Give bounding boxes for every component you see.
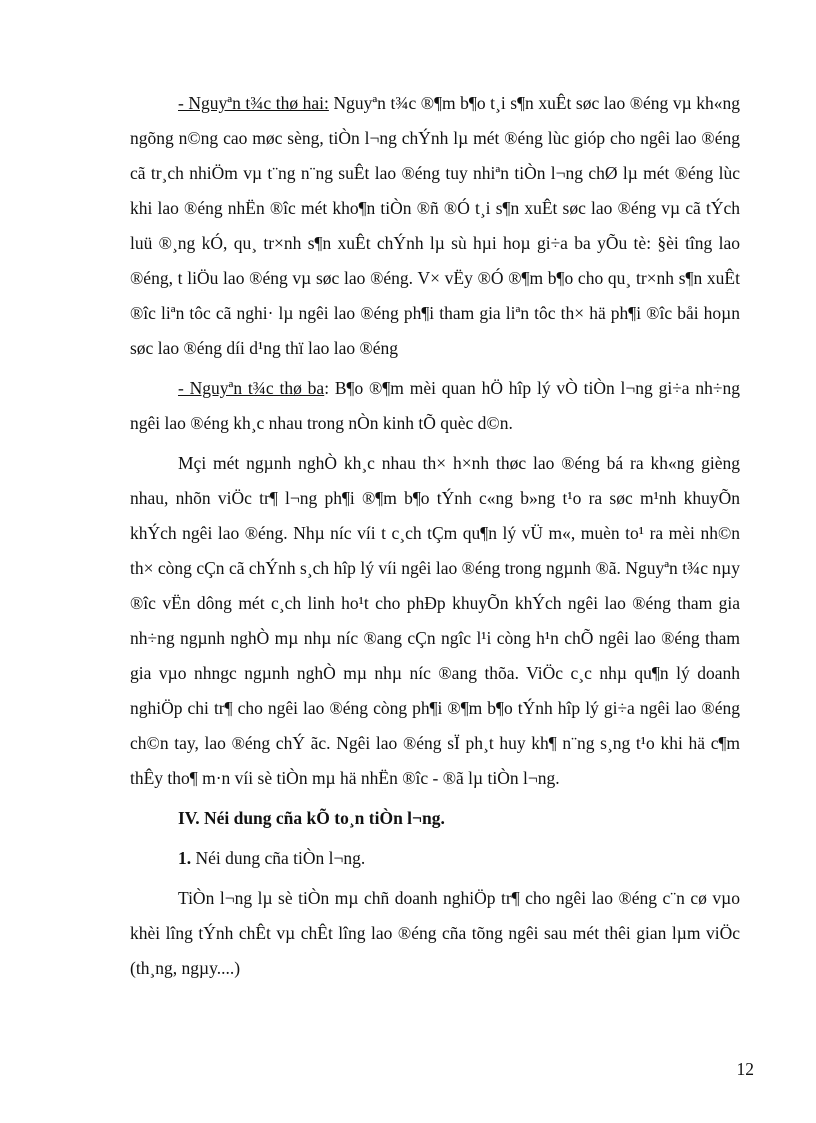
section-heading: IV. Néi dung cña kÕ to¸n tiÒn l¬ng. xyxy=(178,808,445,828)
third-principle-label: - Nguyªn t¾c thø ba xyxy=(178,378,325,398)
paragraph-industry-wages xyxy=(130,446,740,796)
subsection-number: 1. xyxy=(178,848,192,868)
paragraph-wage-definition xyxy=(130,881,740,986)
wage-definition-text: TiÒn l¬ng lµ sè tiÒn mµ chñ doanh nghiÖp tr¶ cho ngêi lao ®éng c¨n cø vµo khèi lîng tÝnh chÊt vµ chÊt lîng lao ®éng cña tõng ngêi sau mét thêi gian lµm viÖc (th¸ng, ngµy....) xyxy=(130,888,740,978)
second-principle-text: Nguyªn t¾c ®¶m b¶o t¸i s¶n xuÊt søc lao ®éng vµ kh«ng ngõng n©ng cao møc sèng, tiÒn l¬ng chÝnh lµ mét ®éng lùc gióp cho ngêi lao ®éng cã tr¸ch nhiÖm vµ t¨ng n¨ng suÊt lao ®éng tuy nhiªn tiÒn l¬ng chØ lµ mét ®éng lùc khi lao ®éng nhËn ®îc mét kho¶n tiÒn ®ñ ®Ó t¸i s¶n xuÊt søc lao ®éng vµ cã tÝch luü ®¸ng kÓ, qu¸ tr×nh s¶n xuÊt chÝnh lµ sù hµi hoµ gi÷a ba yÕu tè: §èi tîng lao ®éng, t liÖu lao ®éng vµ søc lao ®éng. V× vËy ®Ó ®¶m b¶o cho qu¸ tr×nh s¶n xuÊt ®îc liªn tôc cã nghi· lµ ngêi lao ®éng ph¶i tham gia liªn tôc th× hä ph¶i ®îc båi hoµn søc lao ®éng díi d¹ng thï lao lao ®éng xyxy=(130,93,741,358)
third-principle-text: : B¶o ®¶m mèi quan hÖ hîp lý vÒ tiÒn l¬ng gi÷a nh÷ng ngêi lao ®éng kh¸c nhau trong nÒn kinh tÕ quèc d©n. xyxy=(130,378,740,433)
subsection-heading xyxy=(130,841,740,876)
subsection-title: Néi dung cña tiÒn l¬ng. xyxy=(191,848,366,868)
page-content xyxy=(130,86,740,991)
paragraph-third-principle xyxy=(130,371,740,441)
second-principle-label: - Nguyªn t¾c thø hai: xyxy=(178,93,329,113)
industry-wages-text: Mçi mét ngµnh nghÒ kh¸c nhau th× h×nh thøc lao ®éng bá ra kh«ng gièng nhau, nhõn viÖc tr¶ l¬ng ph¶i ®¶m b¶o tÝnh c«ng b»ng t¹o ra søc m¹nh khuyÕn khÝch ngêi lao ®éng. Nhµ níc víi t c¸ch tÇm qu¶n lý vÜ m«, muèn to¹ ra mèi nh©n th× còng cÇn cã chÝnh s¸ch hîp lý víi ngêi lao ®éng trong ngµnh ®ã. Nguyªn t¾c nµy ®îc vËn dông mét c¸ch linh ho¹t cho phÐp khuyÕn khÝch ngêi lao ®éng tham gia nh÷ng ngµnh nghÒ mµ nhµ níc ®ang cÇn ngîc l¹i còng h¹n chÕ ngêi lao ®éng tham gia vµo nhngc ngµnh nghÒ mµ nhµ níc ®ang thõa. ViÖc c¸c nhµ qu¶n lý doanh nghiÖp chi tr¶ cho ngêi lao ®éng còng ph¶i ®¶m b¶o tÝnh hîp lý gi÷a ngêi lao ®éng ch©n tay, lao ®éng chÝ ãc. Ngêi lao ®éng sÏ ph¸t huy kh¶ n¨ng s¸ng t¹o khi hä c¶m thÊy tho¶ m·n víi sè tiÒn mµ hä nhËn ®îc - ®ã lµ tiÒn l¬ng. xyxy=(130,453,740,788)
page-number: 12 xyxy=(736,1059,754,1079)
paragraph-second-principle xyxy=(130,86,740,366)
